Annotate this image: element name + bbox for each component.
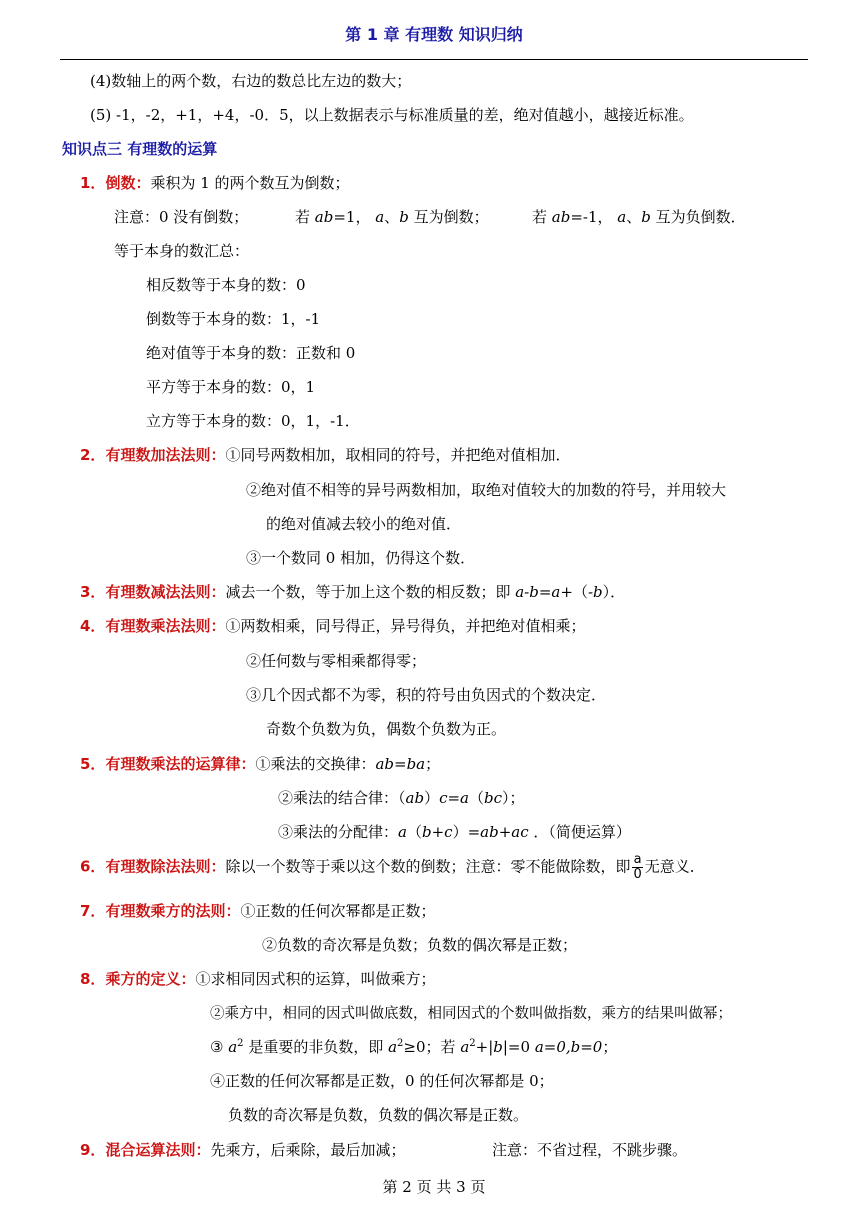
rule-1-note-a: 注意：0 没有倒数； [114,208,249,226]
rule-2-line-1: ①同号两数相加，取相同的符号，并把绝对值相加． [225,446,571,464]
list-item: 相反数等于本身的数：0 [146,276,306,294]
list-item: 绝对值等于本身的数：正数和 0 [146,344,356,362]
rule-2-line-4: ③一个数同 0 相加，仍得这个数． [246,549,476,567]
rule-3-title: 有理数减法法则： [105,583,226,601]
page-number: 第 2 页 共 3 页 [382,1178,486,1196]
rule-5-line-3: ③乘法的分配律：a（b+c）=ab+ac ．（简便运算） [278,823,631,841]
rule-9-heading: 9．混合运算法则：先乘方，后乘除，最后加减； [80,1141,406,1159]
rule-1-note-c: 若 ab=-1， a、b 互为负倒数． [532,208,746,226]
rule-6-title: 有理数除法法则： [105,857,226,876]
rule-4-heading: 4．有理数乘法法则：①两数相乘，同号得正，异号得负，并把绝对值相乘； [80,617,586,635]
rule-8-line-3: ③ $a^2$ 是重要的非负数，即 $a^2\ge 0$；若 $a^2+|b|=0$ a=0,b=0； [210,1038,618,1056]
rule-8-title: 乘方的定义： [105,970,196,988]
rule-1-text: 乘积为 1 的两个数互为倒数； [150,174,350,192]
rule-2-line-2: ②绝对值不相等的异号两数相加，取绝对值较大的加数的符号，并用较大 [246,481,727,499]
rule-4-line-3: ③几个因式都不为零，积的符号由负因式的个数决定． [246,686,607,704]
rule-8-line-5: 负数的奇次幂是负数，负数的偶次幂是正数。 [228,1106,529,1124]
page-header-title: 第 1 章 有理数 知识归纳 [345,25,523,44]
rule-8-heading: 8．乘方的定义：①求相同因式积的运算，叫做乘方； [80,970,436,988]
rule-5-heading: 5．有理数乘法的运算律：①乘法的交换律：ab=ba； [80,755,441,773]
rule-4-line-4: 奇数个负数为负，偶数个负数为正。 [266,720,507,738]
rule-1-heading [80,172,350,193]
rule-9-note: 注意：不省过程，不跳步骤。 [492,1141,688,1159]
rule-1-number: 1． [80,174,106,192]
rule-4-line-1: ①两数相乘，同号得正，异号得负，并把绝对值相乘； [225,617,586,635]
rule-2-title: 有理数加法法则： [105,446,226,464]
rule-3-heading: 3．有理数减法法则：减去一个数，等于加上这个数的相反数；即 a-b=a+（-b）． [80,583,626,601]
rule-7-heading: 7．有理数乘方的法则：①正数的任何次幂都是正数； [80,902,436,920]
intro-item-5: (5) -1，-2，+1，+4，-0．5，以上数据表示与标准质量的差，绝对值越小，越接近标准。 [90,106,694,124]
fraction-a-over-0: $\frac{a}{0}$ [633,852,642,882]
intro-item-4: (4)数轴上的两个数，右边的数总比左边的数大； [90,72,412,90]
list-item: 立方等于本身的数：0，1，-1． [146,412,360,430]
rule-8-line-2: ②乘方中，相同的因式叫做底数，相同因式的个数叫做指数，乘方的结果叫做幂； [210,1006,732,1022]
rule-7-line-2: ②负数的奇次幂是负数；负数的偶次幂是正数； [262,936,578,954]
rule-9-title: 混合运算法则： [105,1141,211,1159]
rule-5-line-2: ②乘法的结合律：（ab）c=a（bc）； [278,789,525,807]
rule-1-title: 倒数： [105,174,151,192]
rule-1-note-b: 若 ab=1， a、b 互为倒数； [295,208,489,226]
rule-6-heading: 6．有理数除法法则：除以一个数等于乘以这个数的倒数；注意：零不能做除数，即 $\frac{a}{0}$ 无意义． [80,852,705,882]
list-item: 平方等于本身的数：0，1 [146,378,316,396]
header-divider [60,59,808,60]
rule-5-title: 有理数乘法的运算律： [105,755,256,773]
rule-4-title: 有理数乘法法则： [105,617,226,635]
rule-8-line-4: ④正数的任何次幂都是正数，0 的任何次幂都是 0； [210,1072,554,1090]
rule-2-line-3: 的绝对值减去较小的绝对值． [266,515,462,533]
list-item: 倒数等于本身的数：1，-1 [146,310,321,328]
rule-7-title: 有理数乘方的法则： [105,902,241,920]
section-title: 知识点三 有理数的运算 [62,140,218,158]
rule-2-heading: 2．有理数加法法则：①同号两数相加，取相同的符号，并把绝对值相加． [80,446,571,464]
rule-4-line-2: ②任何数与零相乘都得零； [246,652,427,670]
rule-1-summary: 等于本身的数汇总： [114,242,250,260]
